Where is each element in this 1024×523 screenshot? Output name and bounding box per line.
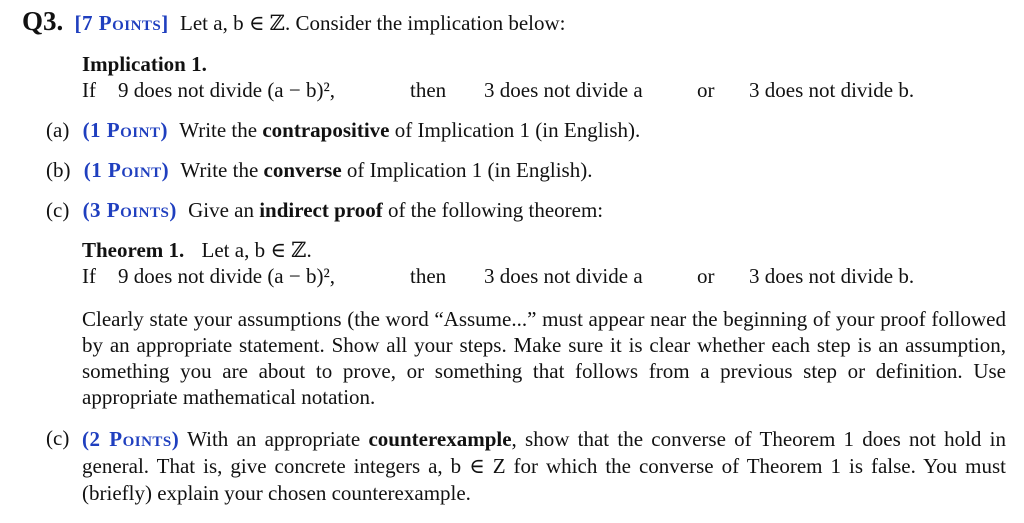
part-b-pre: Write the <box>180 158 259 182</box>
implication-if: If <box>82 78 96 102</box>
part-c-counterexample-pre: With an appropriate <box>187 427 361 451</box>
theorem-then: then <box>410 264 447 288</box>
theorem-heading <box>82 238 312 263</box>
part-c-proof-post: of the following theorem: <box>387 198 604 222</box>
part-b-post: of Implication 1 (in English). <box>346 158 593 182</box>
part-b-keyword: converse <box>263 158 342 182</box>
implication-conclusion-a: 3 does not divide a <box>484 78 643 102</box>
part-c-proof-keyword: indirect proof <box>259 198 383 222</box>
part-c-counterexample-label: (c) <box>46 426 70 450</box>
part-c-proof-points: (3 Points) <box>82 198 177 222</box>
implication-title: Implication 1. <box>82 52 207 76</box>
part-c-counterexample-post: , show that the converse of Theorem 1 does not hold in general. That is, give concrete integers a, b ∈ Z for which the converse of Theorem 1 is false. You must (briefly) explain your chosen counterexample. <box>82 427 1007 505</box>
part-a-post: of Implication 1 (in English). <box>394 118 641 142</box>
part-a-keyword: contrapositive <box>262 118 390 142</box>
implication-then: then <box>410 78 447 102</box>
implication-premise: 9 does not divide (a − b)², <box>118 78 336 102</box>
implication-conclusion-b: 3 does not divide b. <box>749 78 915 102</box>
part-a <box>46 118 640 143</box>
part-b-points: (1 Point) <box>83 158 170 182</box>
part-a-label: (a) <box>46 118 70 142</box>
question-intro: Let a, b ∈ ℤ. Consider the implication below: <box>180 11 566 35</box>
part-a-points: (1 Point) <box>82 118 168 142</box>
question-number: Q3. <box>22 6 64 36</box>
question-header <box>22 6 565 37</box>
part-a-pre: Write the <box>179 118 258 142</box>
theorem-if: If <box>82 264 96 288</box>
implication-or: or <box>697 78 715 102</box>
question-points: [7 Points] <box>74 11 169 35</box>
theorem-title: Theorem 1. <box>82 238 185 262</box>
proof-instructions: Clearly state your assumptions (the word “Assume...” must appear near the beginning of your proof followed by an appropriate statement. Show all your steps. Make sure it is clear whether each step is an assumption, something you are about to prove, or something that follows from a previous step or definition. Use appropriate mathematical notation. <box>82 307 1006 409</box>
theorem-conclusion-b: 3 does not divide b. <box>749 264 915 288</box>
theorem-or: or <box>697 264 715 288</box>
theorem-conclusion-a: 3 does not divide a <box>484 264 643 288</box>
part-c-proof-label: (c) <box>46 198 70 222</box>
theorem-intro: Let a, b ∈ ℤ. <box>201 238 312 262</box>
part-c-counterexample-keyword: counterexample <box>368 427 512 451</box>
part-c-counterexample-points: (2 Points) <box>82 427 180 451</box>
part-b-label: (b) <box>46 158 71 182</box>
theorem-premise: 9 does not divide (a − b)², <box>118 264 336 288</box>
part-c-proof <box>46 198 603 223</box>
part-c-counterexample <box>82 426 1006 507</box>
part-b <box>46 158 592 183</box>
part-c-proof-pre: Give an <box>188 198 254 222</box>
